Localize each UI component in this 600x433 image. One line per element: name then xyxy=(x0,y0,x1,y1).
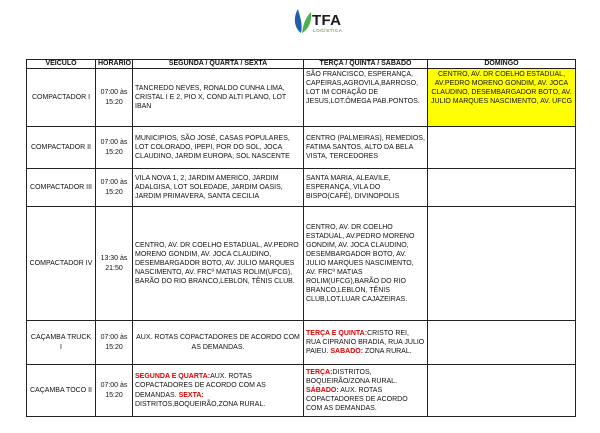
day-label: TERÇA: xyxy=(306,368,333,376)
sunday-cell-highlighted: CENTRO, AV. DR COELHO ESTADUAL, AV.PEDRO MORENO GONDIM, AV. JOCA CLAUDINO, DESEMBARGADOR BOTO, AV. JULIO MARQUES NASCIMENTO, AV. UFCG xyxy=(428,69,576,127)
day-label: SEXTA: xyxy=(178,391,204,399)
logo-name: TFA xyxy=(312,12,342,29)
tue-thu-sat-cell xyxy=(304,365,428,417)
vehicle-cell: CAÇAMBA TRUCK I xyxy=(27,321,96,365)
sunday-cell xyxy=(428,207,576,321)
table-row xyxy=(27,69,576,127)
vehicle-cell: COMPACTADOR II xyxy=(27,127,96,169)
tue-thu-sat-cell: CENTRO, AV. DR COELHO ESTADUAL, AV.PEDRO MORENO GONDIM, AV. JOCA CLAUDINO, DESEMBARGADOR BOTO, AV. JULIO MARQUES NASCIMENTO, AV. FRCº MATIAS ROLIM(UFCG),BARÃO DO RIO BRANCO,LEBLON, TÊNIS CLUB,LOT.LUAR CAJAZEIRAS. xyxy=(304,207,428,321)
mon-wed-fri-cell xyxy=(133,365,304,417)
route-text: DISTRITOS, BOQUEIRÃO/ZONA RURAL. xyxy=(306,368,398,385)
hours-cell: 13:30 às 21:50 xyxy=(96,207,133,321)
table-row xyxy=(27,207,576,321)
sunday-cell xyxy=(428,127,576,169)
mon-wed-fri-cell: MUNICIPIOS, SÃO JOSÉ, CASAS POPULARES, LOT COLORADO, IPEPI, POR DO SOL, JOCA CLAUDINO, JARDIM EUROPA, SOL NASCENTE xyxy=(133,127,304,169)
tue-thu-sat-cell xyxy=(304,321,428,365)
vehicle-cell: COMPACTADOR IV xyxy=(27,207,96,321)
company-logo xyxy=(292,8,352,38)
header-hours: HORARIO xyxy=(96,60,133,69)
sunday-cell xyxy=(428,321,576,365)
day-label: SABADO: xyxy=(330,348,364,356)
header-tue-thu-sat: TERÇA / QUINTA / SABADO xyxy=(304,60,428,69)
route-text: AUX. ROTAS COPACTADORES DE ACORDO COM AS DEMANDAS. xyxy=(306,386,408,413)
mon-wed-fri-cell: VILA NOVA 1, 2, JARDIM AMERICO, JARDIM ADALGISA, LOT SOLEDADE, JARDIM OASIS, JARDIM PRIMAVERA, SANTA CECILIA xyxy=(133,169,304,207)
day-label: TERÇA E QUINTA: xyxy=(306,329,368,337)
route-text: AUX. ROTAS COPACTADORES DE ACORDO COM AS DEMANDAS. xyxy=(135,373,266,399)
tue-thu-sat-cell: CENTRO (PALMEIRAS), REMEDIOS, FATIMA SANTOS, ALTO DA BELA VISTA, TERCEDORES xyxy=(304,127,428,169)
route-text: CRISTO REI, RUA CIPRANIO BRADIA, RUA JULIO PAIEU. xyxy=(306,329,425,356)
header-row xyxy=(27,60,576,69)
leaf-logo-icon xyxy=(292,8,312,34)
hours-cell: 07:00 às 15:20 xyxy=(96,69,133,127)
vehicle-cell: COMPACTADOR III xyxy=(27,169,96,207)
schedule-table xyxy=(26,59,576,417)
hours-cell: 07:00 às 15:20 xyxy=(96,127,133,169)
vehicle-cell: COMPACTADOR I xyxy=(27,69,96,127)
hours-cell: 07:00 às 15:20 xyxy=(96,169,133,207)
header-sunday: DOMINGO xyxy=(428,60,576,69)
sunday-cell xyxy=(428,365,576,417)
hours-cell: 07:00 às 15:20 xyxy=(96,321,133,365)
hours-cell: 07:00 às 15:20 xyxy=(96,365,133,417)
route-text: DISTRITOS,BOQUEIRÃO,ZONA RURAL. xyxy=(135,400,266,408)
logo-subtitle: LOGÍSTICA xyxy=(313,28,343,33)
table-row xyxy=(27,169,576,207)
header-mon-wed-fri: SEGUNDA / QUARTA / SEXTA xyxy=(133,60,304,69)
table-row xyxy=(27,365,576,417)
mon-wed-fri-cell: TANCREDO NEVES, RONALDO CUNHA LIMA, CRISTAL I E 2, PIO X, COND ALTI PLANO, LOT IBAN xyxy=(133,69,304,127)
tue-thu-sat-cell: SÃO FRANCISCO, ESPERANÇA, CAPEIRAS,AGROVILA,BARROSO, LOT IM CORAÇÃO DE JESUS,LOT.ÔMEGA PAB.PONTOS. xyxy=(304,69,428,127)
table-row xyxy=(27,127,576,169)
sunday-cell xyxy=(428,169,576,207)
mon-wed-fri-cell: CENTRO, AV. DR COELHO ESTADUAL, AV.PEDRO MORENO GONDIM, AV. JOCA CLAUDINO, DESEMBARGADOR BOTO, AV. JULIO MARQUES NASCIMENTO, AV. FRCº MATIAS ROLIM(UFCG), BARÃO DO RIO BRANCO,LEBLON, TÊNIS CLUB. xyxy=(133,207,304,321)
vehicle-cell: CAÇAMBA TOCO II xyxy=(27,365,96,417)
route-text: ZONA RURAL. xyxy=(365,348,412,356)
day-label: SEGUNDA E QUARTA: xyxy=(135,373,211,381)
tue-thu-sat-cell: SANTA MARIA, ALEAVILE, ESPERANÇA, VILA DO BISPO(CAFÉ), DIVINOPOLIS xyxy=(304,169,428,207)
table-row xyxy=(27,321,576,365)
day-label: SÁBADO: xyxy=(306,386,339,394)
mon-wed-fri-cell: AUX. ROTAS COPACTADORES DE ACORDO COM AS DEMANDAS. xyxy=(133,321,304,365)
header-vehicle: VEICULO xyxy=(27,60,96,69)
